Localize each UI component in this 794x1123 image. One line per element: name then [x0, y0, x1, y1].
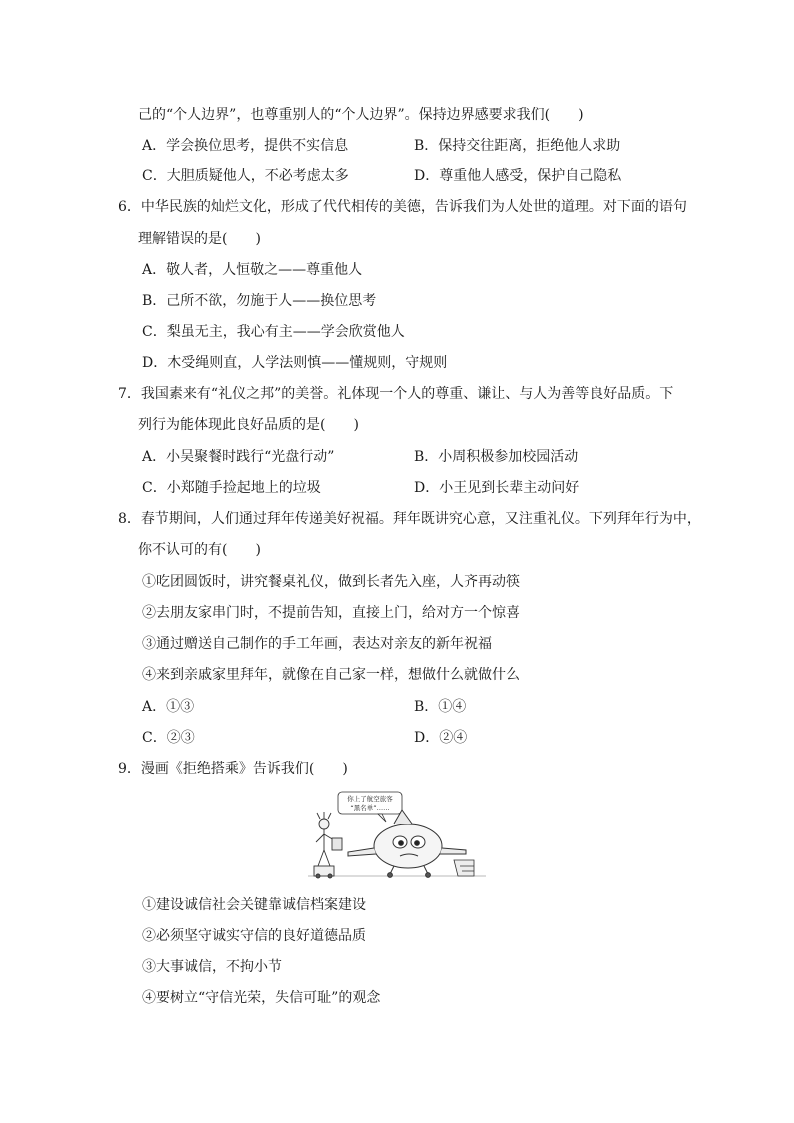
q6-stem: 6．中华民族的灿烂文化，形成了代代相传的美德，告诉我们为人处世的道理。对下面的语句: [118, 199, 687, 215]
q8-item-3: ③通过赠送自己制作的手工年画，表达对亲友的新年祝福: [142, 636, 492, 652]
q7-option-c: C．小郑随手捡起地上的垃圾: [142, 480, 321, 496]
airplane-character: [348, 810, 466, 877]
q8-option-b: B．①④: [414, 699, 467, 715]
q8-option-c: C．②③: [142, 730, 195, 746]
q6-option-c: C．梨虽无主，我心有主——学会欣赏他人: [142, 324, 405, 340]
q9-item-2: ②必须坚守诚实守信的良好道德品质: [142, 928, 366, 944]
q6-option-a: A．敬人者，人恒敬之——尊重他人: [142, 262, 363, 278]
q8-option-a: A．①③: [142, 699, 195, 715]
q8-option-d: D．②④: [414, 730, 468, 746]
q5-option-c: C．大胆质疑他人，不必考虑太多: [142, 168, 349, 184]
speech-bubble-line-2: “黑名单”……: [350, 804, 390, 812]
q8-item-4: ④来到亲戚家里拜年，就像在自己家一样，想做什么就做什么: [142, 667, 520, 683]
q5-stem-continuation: 己的“个人边界”，也尊重别人的“个人边界”。保持边界感要求我们( ): [138, 107, 584, 123]
q8-stem: 8．春节期间，人们通过拜年传递美好祝福。拜年既讲究心意，又注重礼仪。下列拜年行为中，: [118, 511, 701, 527]
q6-stem-continuation: 理解错误的是( ): [138, 231, 261, 247]
cartoon-refusing-boarding: [308, 790, 486, 884]
q8-item-1: ①吃团圆饭时，讲究餐桌礼仪，做到长者先入座，人齐再动筷: [142, 574, 520, 590]
q5-option-d: D．尊重他人感受，保护自己隐私: [414, 168, 622, 184]
q8-stem-continuation: 你不认可的有( ): [138, 542, 261, 558]
q9-stem: 9．漫画《拒绝搭乘》告诉我们( ): [118, 761, 348, 777]
q9-item-3: ③大事诚信，不拘小节: [142, 959, 282, 975]
q8-item-2: ②去朋友家串门时，不提前告知，直接上门，给对方一个惊喜: [142, 605, 520, 621]
speech-bubble-line-1: 你上了航空旅客: [347, 795, 393, 803]
boarding-stairs: [454, 860, 474, 876]
q7-stem: 7．我国素来有“礼仪之邦”的美誉。礼体现一个人的尊重、谦让、与人为善等良好品质。下: [118, 386, 674, 402]
q9-item-4: ④要树立“守信光荣，失信可耻”的观念: [142, 990, 381, 1006]
q9-item-1: ①建设诚信社会关键靠诚信档案建设: [142, 897, 366, 913]
q5-option-a: A．学会换位思考，提供不实信息: [142, 138, 349, 154]
speech-bubble: [338, 792, 402, 822]
q7-stem-continuation: 列行为能体现此良好品质的是( ): [138, 417, 359, 433]
q6-option-b: B．己所不欲，勿施于人——换位思考: [142, 293, 377, 309]
q7-option-a: A．小吴聚餐时践行“光盘行动”: [142, 449, 335, 465]
q6-option-d: D．木受绳则直，人学法则慎——懂规则，守规则: [142, 355, 448, 371]
q7-option-d: D．小王见到长辈主动问好: [414, 480, 580, 496]
passenger-figure: [314, 812, 342, 878]
q7-option-b: B．小周积极参加校园活动: [414, 449, 579, 465]
q5-option-b: B．保持交往距离，拒绝他人求助: [414, 138, 621, 154]
